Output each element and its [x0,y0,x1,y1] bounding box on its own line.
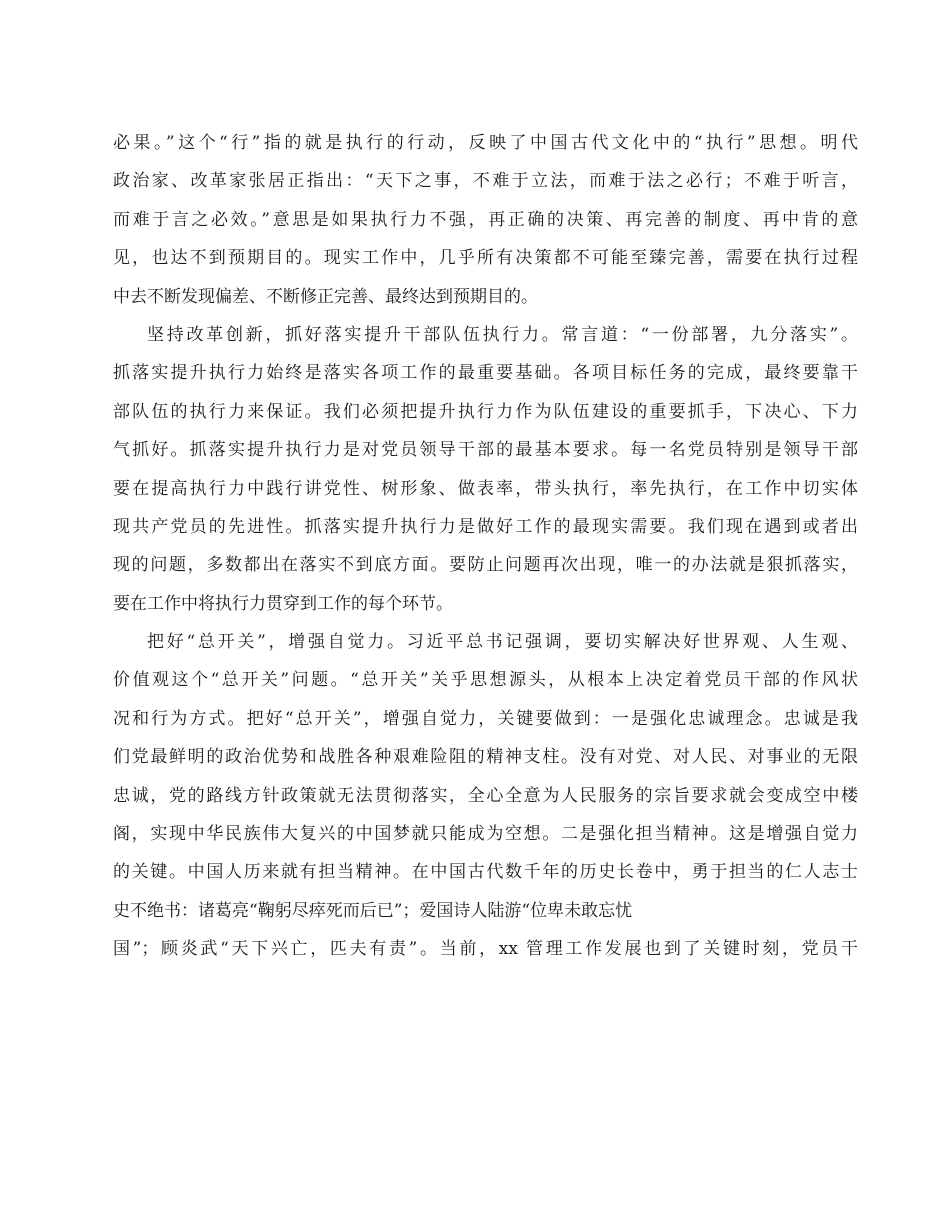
text-line: 抓落实提升执行力始终是落实各项工作的最重要基础。各项目标任务的完成，最终要靠干 [113,363,858,384]
body-text [113,124,858,969]
paragraph-execution-thought [113,124,858,316]
text-line: 要在提高执行力中践行讲党性、树形象、做表率，带头执行，率先执行，在工作中切实体 [113,478,858,499]
text-line: 阁，实现中华民族伟大复兴的中国梦就只能成为空想。二是强化担当精神。这是增强自觉力 [113,824,858,845]
text-line: 气抓好。抓落实提升执行力是对党员领导干部的最基本要求。每一名党员特别是领导干部 [113,440,858,461]
paragraph-master-switch [113,623,858,969]
text-line: 中去不断发现偏差、不断修正完善、最终达到预期目的。 [113,286,538,307]
text-line: 史不绝书：诸葛亮“鞠躬尽瘁死而后已”；爱国诗人陆游“位卑未敢忘忧 [113,900,633,921]
text-line: 政治家、改革家张居正指出：“天下之事，不难于立法，而难于法之必行；不难于听言， [113,171,858,192]
paragraph-reform-innovation [113,316,858,623]
text-line: 要在工作中将执行力贯穿到工作的每个环节。 [113,593,453,614]
text-line: 的关键。中国人历来就有担当精神。在中国古代数千年的历史长卷中，勇于担当的仁人志士 [113,862,858,883]
text-line: 现的问题，多数都出在落实不到底方面。要防止问题再次出现，唯一的办法就是狠抓落实， [113,555,858,576]
text-line: 部队伍的执行力来保证。我们必须把提升执行力作为队伍建设的重要抓手，下决心、下力 [113,401,858,422]
text-line: 见，也达不到预期目的。现实工作中，几乎所有决策都不可能至臻完善，需要在执行过程 [113,248,858,269]
text-line: 坚持改革创新，抓好落实提升干部队伍执行力。常言道：“一份部署，九分落实”。 [147,324,858,345]
text-line: 况和行为方式。把好“总开关”，增强自觉力，关键要做到：一是强化忠诚理念。忠诚是我 [113,708,858,729]
text-line: 们党最鲜明的政治优势和战胜各种艰难险阻的精神支柱。没有对党、对人民、对事业的无限 [113,747,858,768]
text-line: 而难于言之必效。”意思是如果执行力不强，再正确的决策、再完善的制度、再中肯的意 [113,209,858,230]
text-line: 价值观这个“总开关”问题。“总开关”关乎思想源头，从根本上决定着党员干部的作风状 [113,670,858,691]
text-line: 把好“总开关”，增强自觉力。习近平总书记强调，要切实解决好世界观、人生观、 [147,632,858,653]
text-line: 忠诚，党的路线方针政策就无法贯彻落实，全心全意为人民服务的宗旨要求就会变成空中楼 [113,785,858,806]
text-line: 现共产党员的先进性。抓落实提升执行力是做好工作的最现实需要。我们现在遇到或者出 [113,516,858,537]
text-line: 国”；顾炎武“天下兴亡，匹夫有责”。当前，xx 管理工作发展也到了关键时刻，党员干 [113,939,858,960]
text-line: 必果。”这个“行”指的就是执行的行动，反映了中国古代文化中的“执行”思想。明代 [113,133,858,153]
